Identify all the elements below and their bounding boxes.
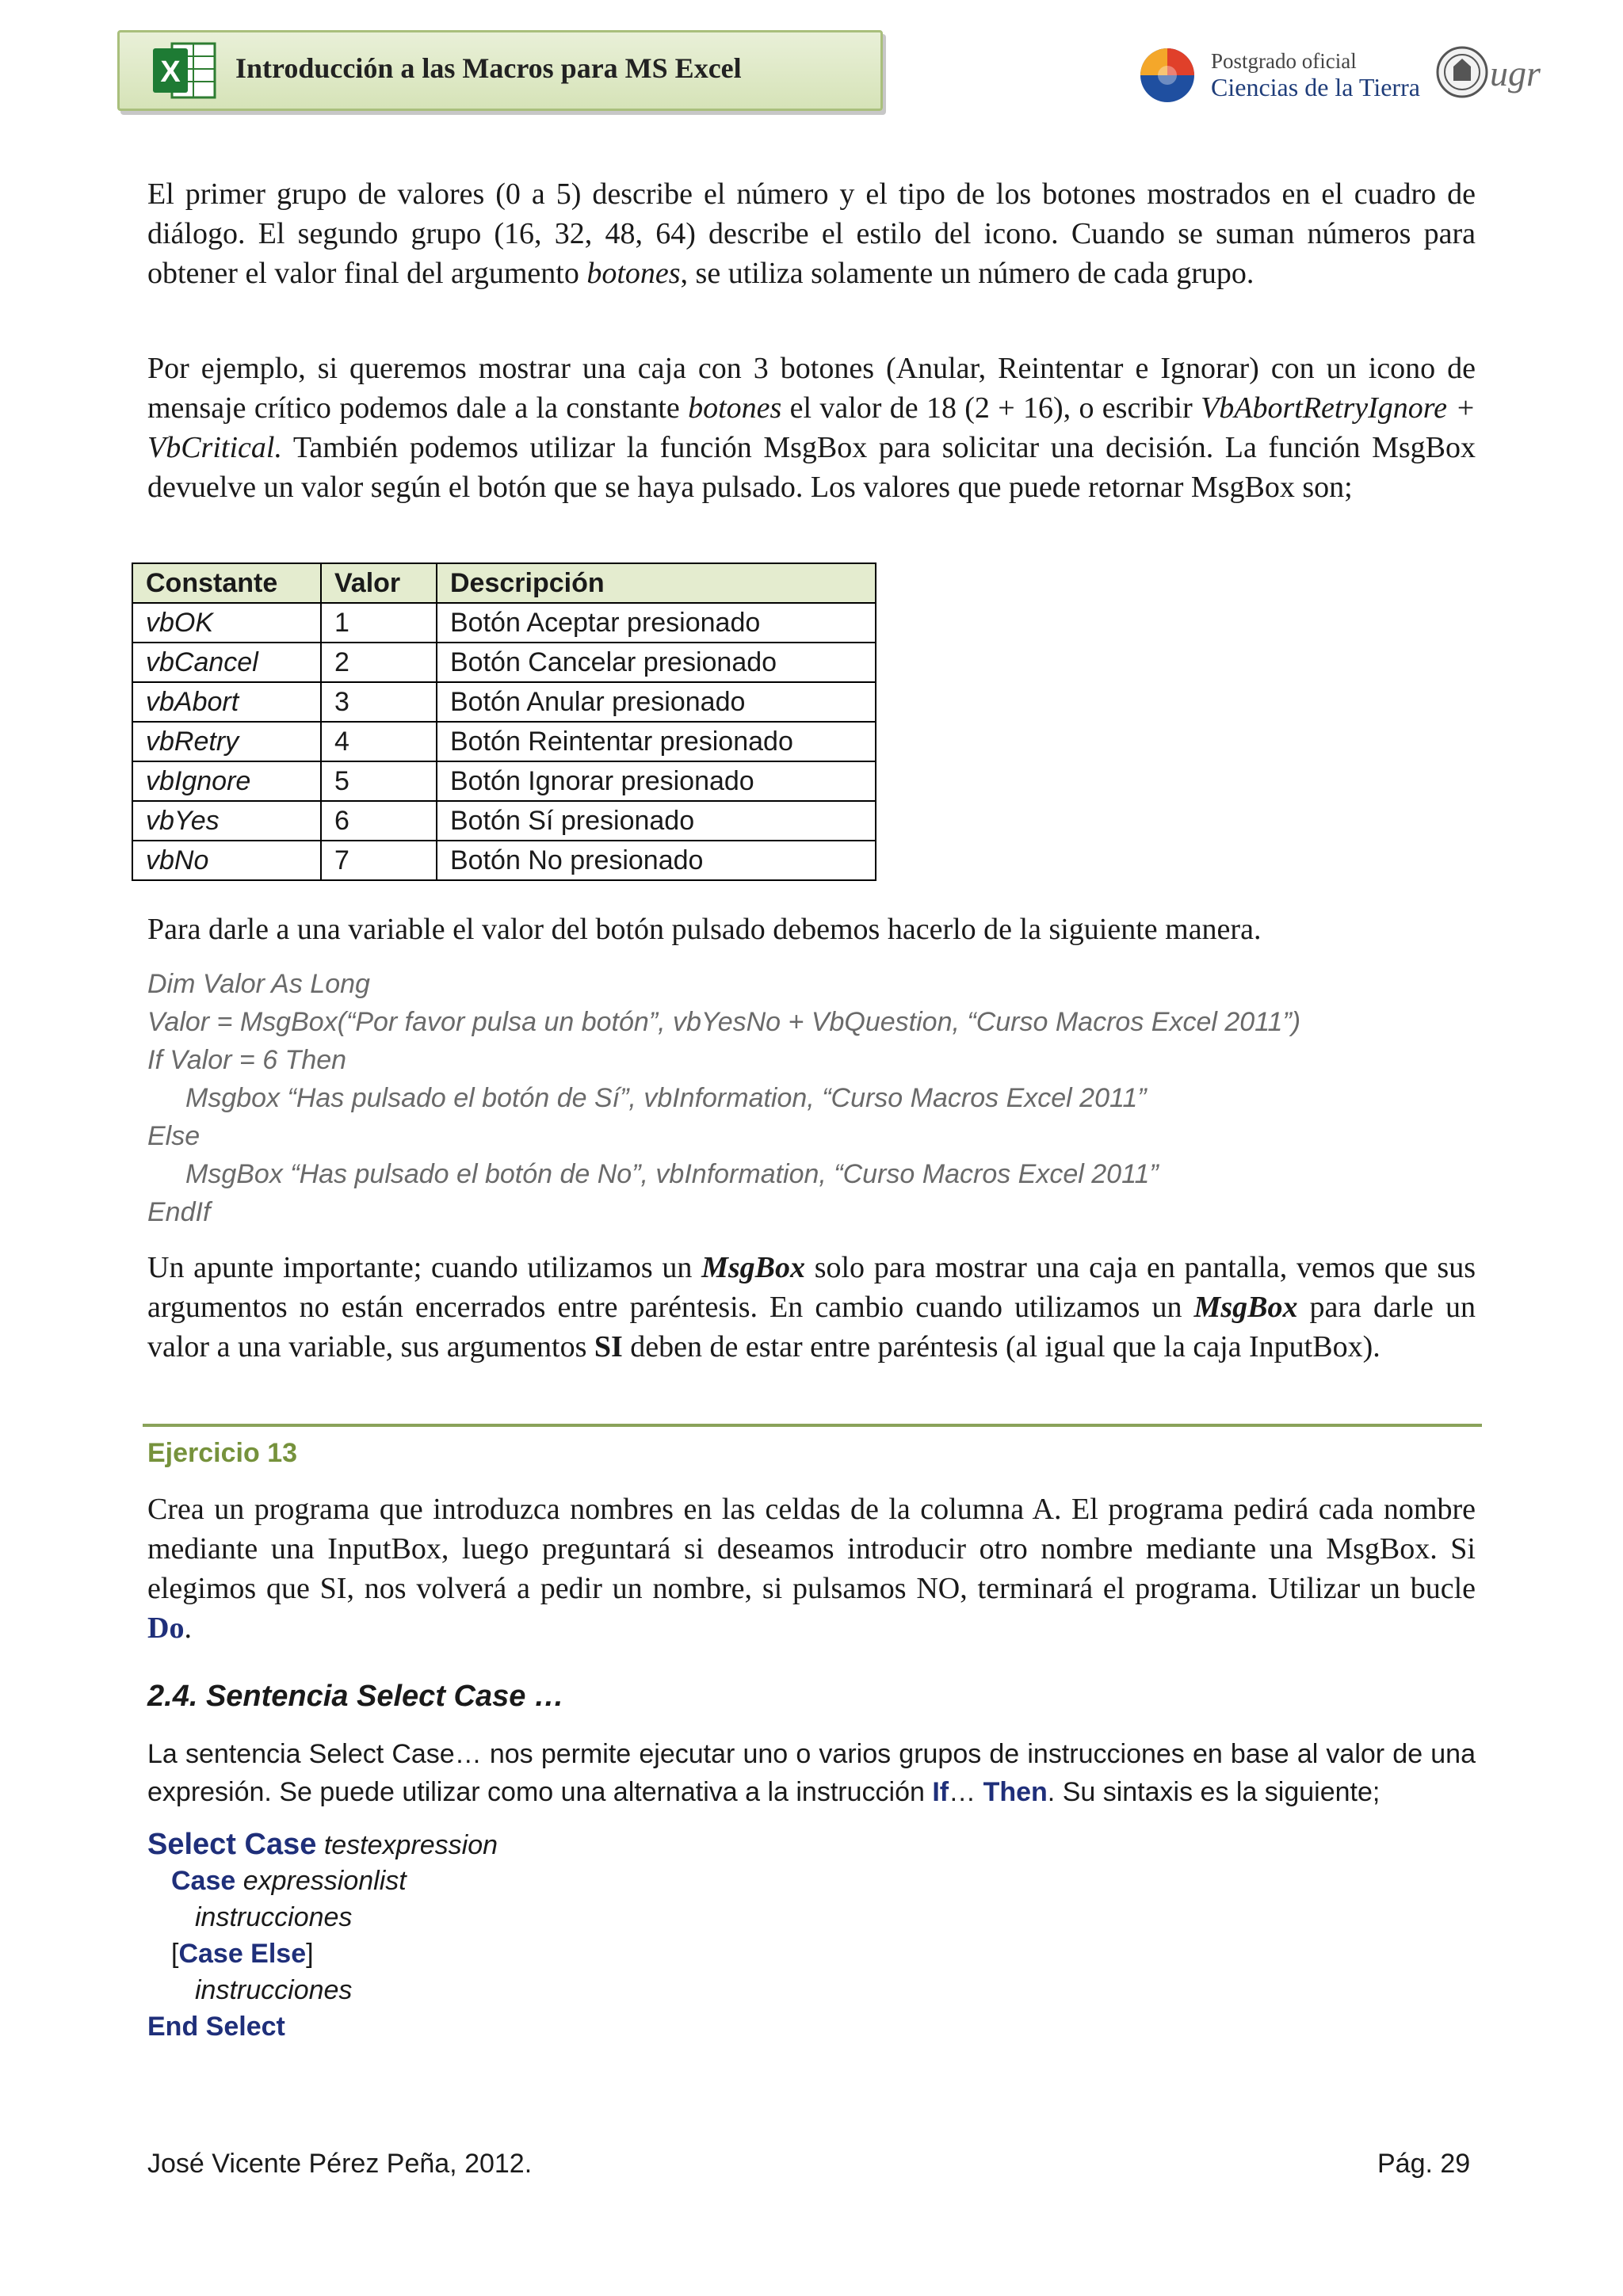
syntax-line: End Select — [147, 2012, 285, 2042]
table-cell-value: 5 — [321, 761, 437, 801]
header-title: Introducción a las Macros para MS Excel — [235, 52, 742, 84]
table-row — [132, 841, 876, 880]
exercise-title: Ejercicio 13 — [147, 1438, 298, 1468]
table-cell-value: 2 — [321, 643, 437, 682]
paragraph-intro-1: El primer grupo de valores (0 a 5) describe el número y el tipo de los botones mostrados en el cuadro de diálogo. El segundo grupo (16, 32, 48, 64) describe el estilo del icono. Cuando se suman números para obtener el valor final del argumento botones, se utiliza solamente un número de cada grupo. — [147, 177, 1476, 290]
table-cell-constant: vbIgnore — [132, 761, 321, 801]
table-row — [132, 682, 876, 722]
svg-text:X: X — [160, 55, 181, 89]
table-cell-value: 3 — [321, 682, 437, 722]
ugr-wordmark: ugr — [1490, 53, 1541, 93]
paragraph-important-note: Un apunte importante; cuando utilizamos un MsgBox solo para mostrar una caja en pantalla, vemos que sus argumentos no están encerrados entre paréntesis. En cambio cuando utilizamos un MsgBox para darle un valor a una variable, sus argumentos SI deben de estar entre paréntesis (al igual que la caja InputBox). — [147, 1251, 1476, 1363]
table-row — [132, 801, 876, 841]
section-divider — [143, 1424, 1482, 1427]
table-row — [132, 643, 876, 682]
footer-author: José Vicente Pérez Peña, 2012. — [147, 2149, 533, 2179]
table-cell-constant: vbCancel — [132, 643, 321, 682]
excel-logo-icon — [151, 39, 218, 102]
table-cell-description: Botón Ignorar presionado — [437, 761, 876, 801]
msgbox-return-values-table — [132, 563, 876, 881]
code-line: MsgBox “Has pulsado el botón de No”, vbInformation, “Curso Macros Excel 2011” — [185, 1159, 1159, 1189]
paragraph-intro-2: Por ejemplo, si queremos mostrar una caja con 3 botones (Anular, Reintentar e Ignorar) con un icono de mensaje crítico podemos dale a la constante botones el valor de 18 (2 + 16), o escribir VbAbortRetryIgnore + VbCritical. También podemos utilizar la función MsgBox para solicitar una decisión. La función MsgBox devuelve un valor según el botón que se haya pulsado. Los valores que puede retornar MsgBox son; — [147, 352, 1476, 504]
table-cell-description: Botón Sí presionado — [437, 801, 876, 841]
syntax-line: instrucciones — [195, 1975, 353, 2005]
code-line: Dim Valor As Long — [147, 969, 370, 999]
exercise-text: Crea un programa que introduzca nombres en las celdas de la columna A. El programa pedirá cada nombre mediante una InputBox, luego preguntará si deseamos introducir otro nombre mediante una MsgBox. Si elegimos que SI, nos volverá a pedir un nombre, si pulsamos NO, terminará el programa. Utilizar un bucle Do. — [147, 1493, 1476, 1645]
table-cell-description: Botón Cancelar presionado — [437, 643, 876, 682]
table-cell-constant: vbOK — [132, 603, 321, 643]
code-line: Msgbox “Has pulsado el botón de Sí”, vbInformation, “Curso Macros Excel 2011” — [185, 1083, 1147, 1113]
header-banner — [117, 30, 883, 111]
table-cell-description: Botón Aceptar presionado — [437, 603, 876, 643]
table-row — [132, 761, 876, 801]
select-case-syntax — [147, 1826, 498, 2045]
table-cell-value: 6 — [321, 801, 437, 841]
table-cell-description: Botón No presionado — [437, 841, 876, 880]
table-header-cell: Constante — [132, 563, 321, 603]
code-line: Valor = MsgBox(“Por favor pulsa un botón”, vbYesNo + VbQuestion, “Curso Macros Excel 2011”) — [147, 1007, 1301, 1037]
section-title: 2.4. Sentencia Select Case … — [147, 1680, 564, 1713]
table-row — [132, 603, 876, 643]
code-line: Else — [147, 1121, 200, 1151]
paragraph-variable-intro: Para darle a una variable el valor del botón pulsado debemos hacerlo de la siguiente manera. — [147, 913, 1262, 946]
brand-subtitle: Postgrado oficial — [1211, 49, 1357, 73]
syntax-line: [Case Else] — [171, 1939, 314, 1969]
university-seal-icon — [1436, 44, 1488, 100]
footer-page-number: Pág. 29 — [1377, 2149, 1471, 2179]
brand-title: Ciencias de la Tierra — [1211, 73, 1420, 101]
table-cell-value: 1 — [321, 603, 437, 643]
table-header-cell: Valor — [321, 563, 437, 603]
table-cell-value: 4 — [321, 722, 437, 761]
table-cell-value: 7 — [321, 841, 437, 880]
code-example — [147, 965, 1300, 1231]
table-cell-constant: vbRetry — [132, 722, 321, 761]
syntax-line: Case expressionlist — [171, 1866, 407, 1896]
syntax-line: instrucciones — [195, 1902, 353, 1932]
table-cell-description: Botón Anular presionado — [437, 682, 876, 722]
table-cell-constant: vbNo — [132, 841, 321, 880]
table-cell-description: Botón Reintentar presionado — [437, 722, 876, 761]
table-header-cell: Descripción — [437, 563, 876, 603]
code-line: EndIf — [147, 1197, 211, 1227]
table-cell-constant: vbYes — [132, 801, 321, 841]
syntax-line: Select Case testexpression — [147, 1828, 498, 1861]
table-row — [132, 722, 876, 761]
section-intro-text: La sentencia Select Case… nos permite ejecutar uno o varios grupos de instrucciones en base al valor de una expresión. Se puede utilizar como una alternativa a la instrucción If… Then. Su sintaxis es la siguiente; — [147, 1739, 1476, 1807]
table-cell-constant: vbAbort — [132, 682, 321, 722]
table-header-row — [132, 563, 876, 603]
code-line: If Valor = 6 Then — [147, 1045, 347, 1075]
globe-logo-icon — [1138, 46, 1197, 105]
